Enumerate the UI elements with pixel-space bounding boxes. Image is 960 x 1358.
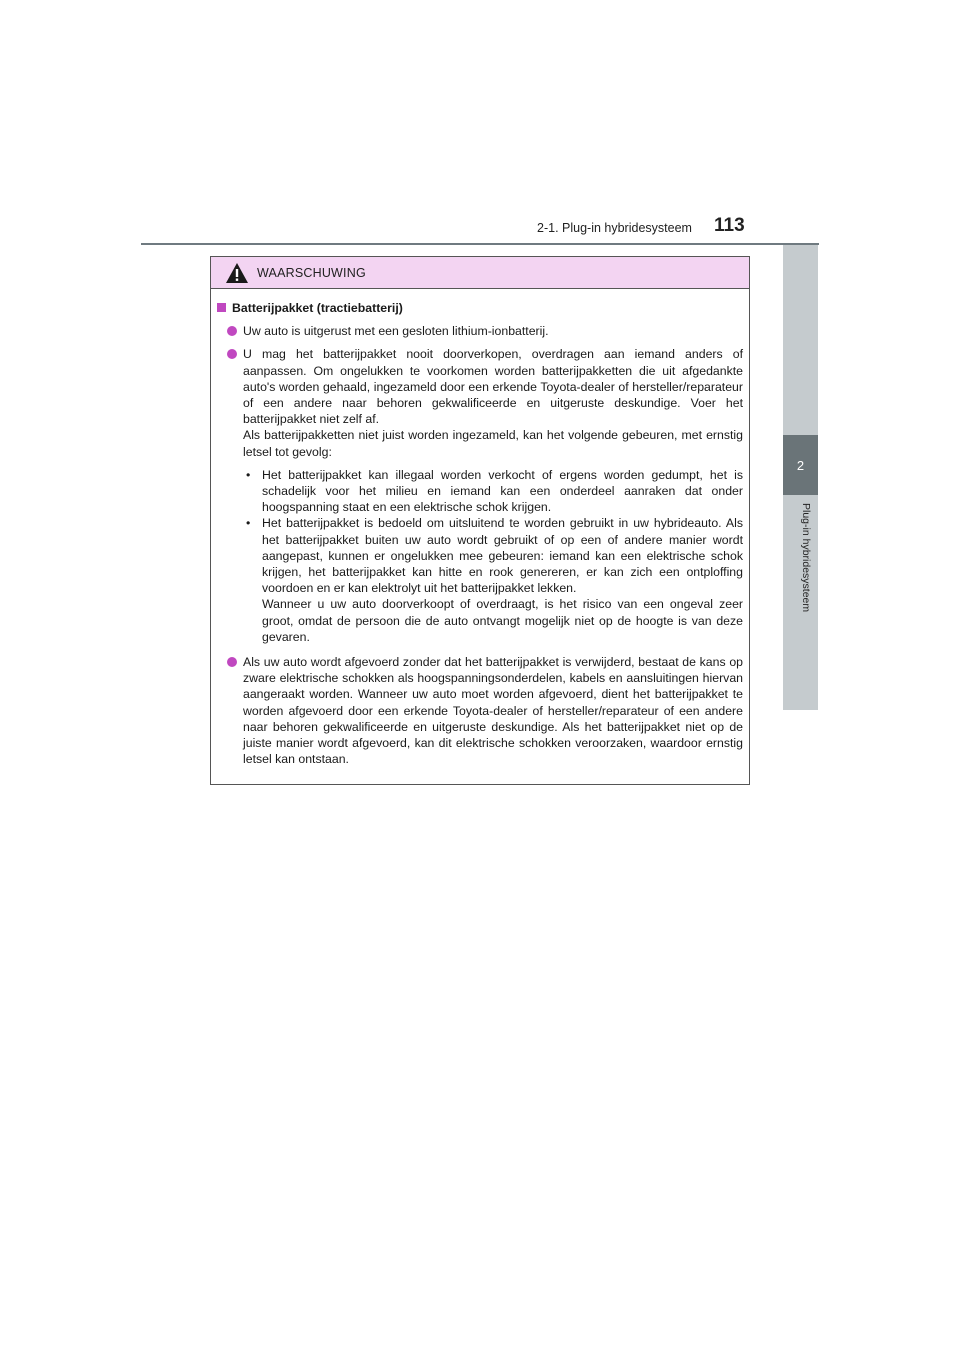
sub-list-item-text: Wanneer u uw auto doorverkoopt of overdraagt, is het risico van een ongeval zeer groot, omdat de persoon die de auto ontvangt mogelijk niet op de hoogte is van deze gevaren. — [262, 597, 743, 644]
list-item — [227, 323, 743, 339]
chapter-tab-label: Plug-in hybridesysteem — [800, 503, 812, 613]
bullet-icon: • — [246, 516, 251, 531]
warning-box — [210, 256, 750, 785]
sub-list-item — [243, 467, 743, 516]
warning-body — [211, 289, 749, 767]
sub-list-item-text: Het batterijpakket kan illegaal worden verkocht of ergens worden gedumpt, het is schadelijk voor het milieu en iemand kan een onderdeel aanraken dat onder hoogspanning staat en een elektrische schok krijgen. — [262, 467, 743, 515]
warning-title: WAARSCHUWING — [257, 265, 366, 280]
list-item — [227, 346, 743, 647]
square-bullet-icon — [217, 303, 226, 312]
header-divider — [141, 243, 819, 245]
circle-bullet-icon — [227, 326, 237, 336]
sub-list — [243, 467, 743, 645]
page-number: 113 — [714, 215, 745, 236]
circle-bullet-icon — [227, 657, 237, 667]
side-tab-upper — [783, 245, 818, 435]
sub-list-item-text: Het batterijpakket is bedoeld om uitsluitend te worden gebruikt in uw hybrideauto. Als het batterijpakket buiten uw auto wordt gebruikt of op een of andere manier wordt aangepast, kunnen er ongelukken mee gebeuren: iemand kan een elektrische schok krijgen, het batterijpakket kan hitte en rook genereren, er kan zich een ontploffing voordoen en er kan elektrolyt uit het batterijpakket lekken. — [262, 516, 743, 596]
warning-header — [211, 257, 749, 289]
list-item-text: Als uw auto wordt afgevoerd zonder dat het batterijpakket is verwijderd, bestaat de kans op zware elektrische schokken als hoogspanningsonderdelen, kabels en aansluitingen hiervan aangeraakt worden. Wanneer uw auto moet worden afgevoerd, dient het batterijpakket te worden afgevoerd door een erkende Toyota-dealer of hersteller/reparateur of een andere naar behoren gekwalificeerde en uitgeruste deskundige. Als het batterijpakket niet op de juiste manier wordt afgevoerd, kan dit elektrische schokken veroorzaken, waardoor ernstig letsel kan ontstaan. — [243, 655, 743, 767]
circle-bullet-icon — [227, 349, 237, 359]
bullet-icon: • — [246, 467, 251, 482]
section-heading-text: Batterijpakket (tractiebatterij) — [232, 301, 403, 315]
list-item — [227, 654, 743, 767]
warning-triangle-icon — [225, 262, 249, 284]
list-item-text: Uw auto is uitgerust met een gesloten lithium-ionbatterij. — [243, 324, 549, 339]
list-item-text: Als batterijpakketten niet juist worden ingezameld, kan het volgende gebeuren, met ernstig letsel tot gevolg: — [243, 428, 743, 459]
section-heading — [217, 300, 743, 316]
sub-list-item — [243, 515, 743, 645]
chapter-tab-number: 2 — [783, 435, 818, 495]
list-item-text: U mag het batterijpakket nooit doorverkopen, overdragen aan iemand anders of aanpassen. Om ongelukken te voorkomen worden batterijpakketten die uit afgedankte auto's worden gehaald, ingezameld door een erkende Toyota-dealer of hersteller/reparateur of een andere naar behoren gekwalificeerde en uitgeruste deskundige. Voer het batterijpakket niet zelf af. — [243, 347, 743, 427]
section-title: 2-1. Plug-in hybridesysteem — [537, 221, 692, 235]
